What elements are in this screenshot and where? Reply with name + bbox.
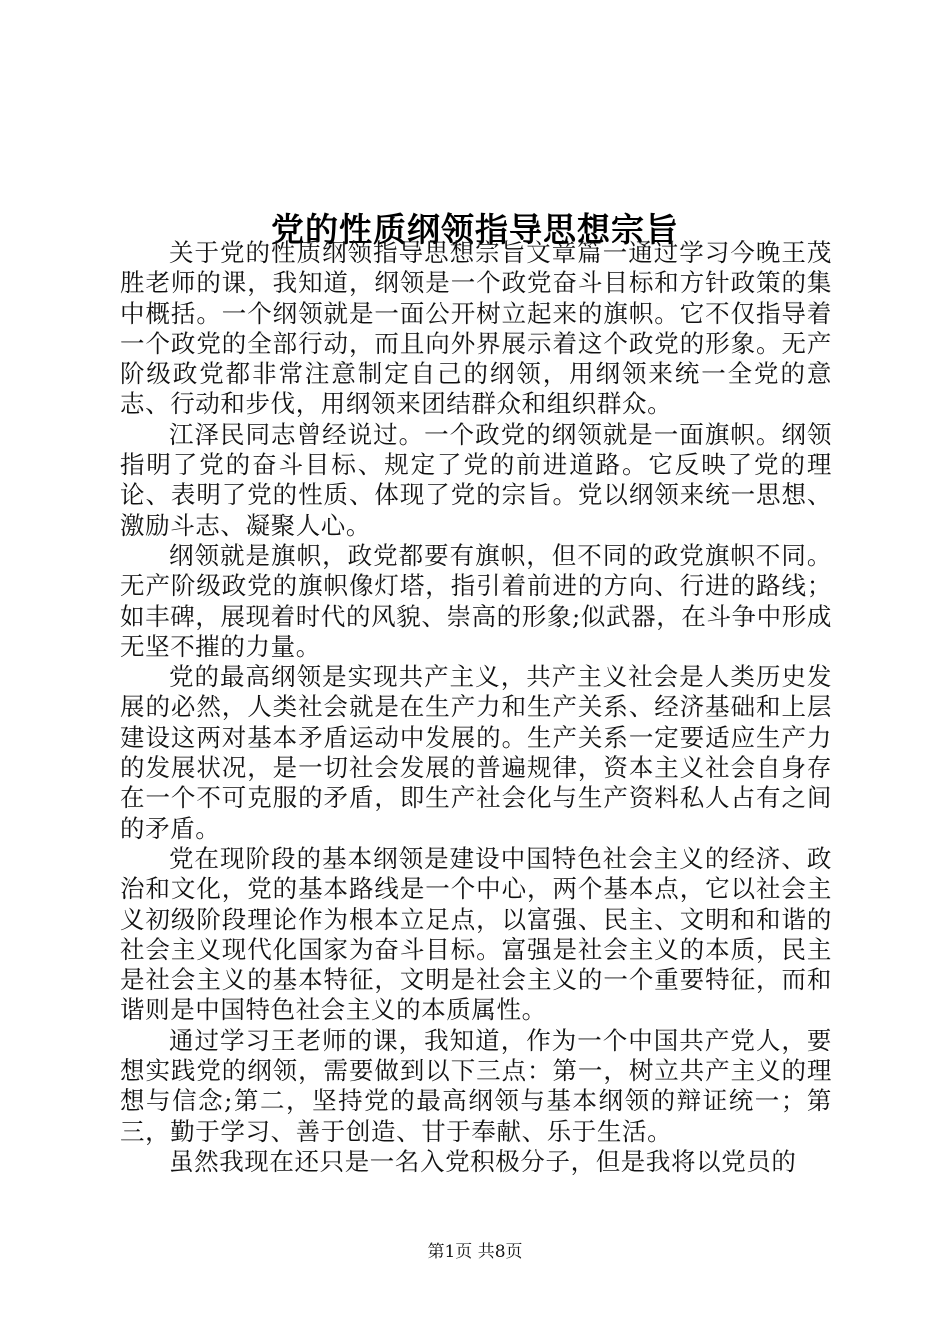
- page-number-footer: 第1页 共8页: [427, 1242, 523, 1262]
- paragraph: 江泽民同志曾经说过。一个政党的纲领就是一面旗帜。纲领指明了党的奋斗目标、规定了党的前进道路。它反映了党的理论、表明了党的性质、体现了党的宗旨。党以纲领来统一思想、激励斗志、凝聚人心。: [120, 419, 832, 540]
- document-body: [120, 238, 832, 1177]
- paragraph: 通过学习王老师的课，我知道，作为一个中国共产党人，要想实践党的纲领，需要做到以下三点：第一，树立共产主义的理想与信念;第二，坚持党的最高纲领与基本纲领的辩证统一；第三，勤于学习、善于创造、甘于奉献、乐于生活。: [120, 1025, 832, 1146]
- paragraph: 党的最高纲领是实现共产主义，共产主义社会是人类历史发展的必然，人类社会就是在生产力和生产关系、经济基础和上层建设这两对基本矛盾运动中发展的。生产关系一定要适应生产力的发展状况，是一切社会发展的普遍规律，资本主义社会自身存在一个不可克服的矛盾，即生产社会化与生产资料私人占有之间的矛盾。: [120, 662, 832, 843]
- paragraph: 虽然我现在还只是一名入党积极分子，但是我将以党员的: [169, 1146, 797, 1176]
- paragraph: 纲领就是旗帜，政党都要有旗帜，但不同的政党旗帜不同。无产阶级政党的旗帜像灯塔，指引着前进的方向、行进的路线；如丰碑，展现着时代的风貌、崇高的形象;似武器，在斗争中形成无坚不摧的力量。: [120, 540, 832, 661]
- document-title: 党的性质纲领指导思想宗旨: [271, 210, 679, 250]
- paragraph: 党在现阶段的基本纲领是建设中国特色社会主义的经济、政治和文化，党的基本路线是一个中心，两个基本点，它以社会主义初级阶段理论作为根本立足点，以富强、民主、文明和和谐的社会主义现代化国家为奋斗目标。富强是社会主义的本质，民主是社会主义的基本特征，文明是社会主义的一个重要特征，而和谐则是中国特色社会主义的本质属性。: [120, 843, 832, 1025]
- paragraph: 关于党的性质纲领指导思想宗旨文章篇一通过学习今晚王茂胜老师的课，我知道，纲领是一个政党奋斗目标和方针政策的集中概括。一个纲领就是一面公开树立起来的旗帜。它不仅指导着一个政党的全部行动，而且向外界展示着这个政党的形象。无产阶级政党都非常注意制定自己的纲领，用纲领来统一全党的意志、行动和步伐，用纲领来团结群众和组织群众。: [120, 238, 832, 419]
